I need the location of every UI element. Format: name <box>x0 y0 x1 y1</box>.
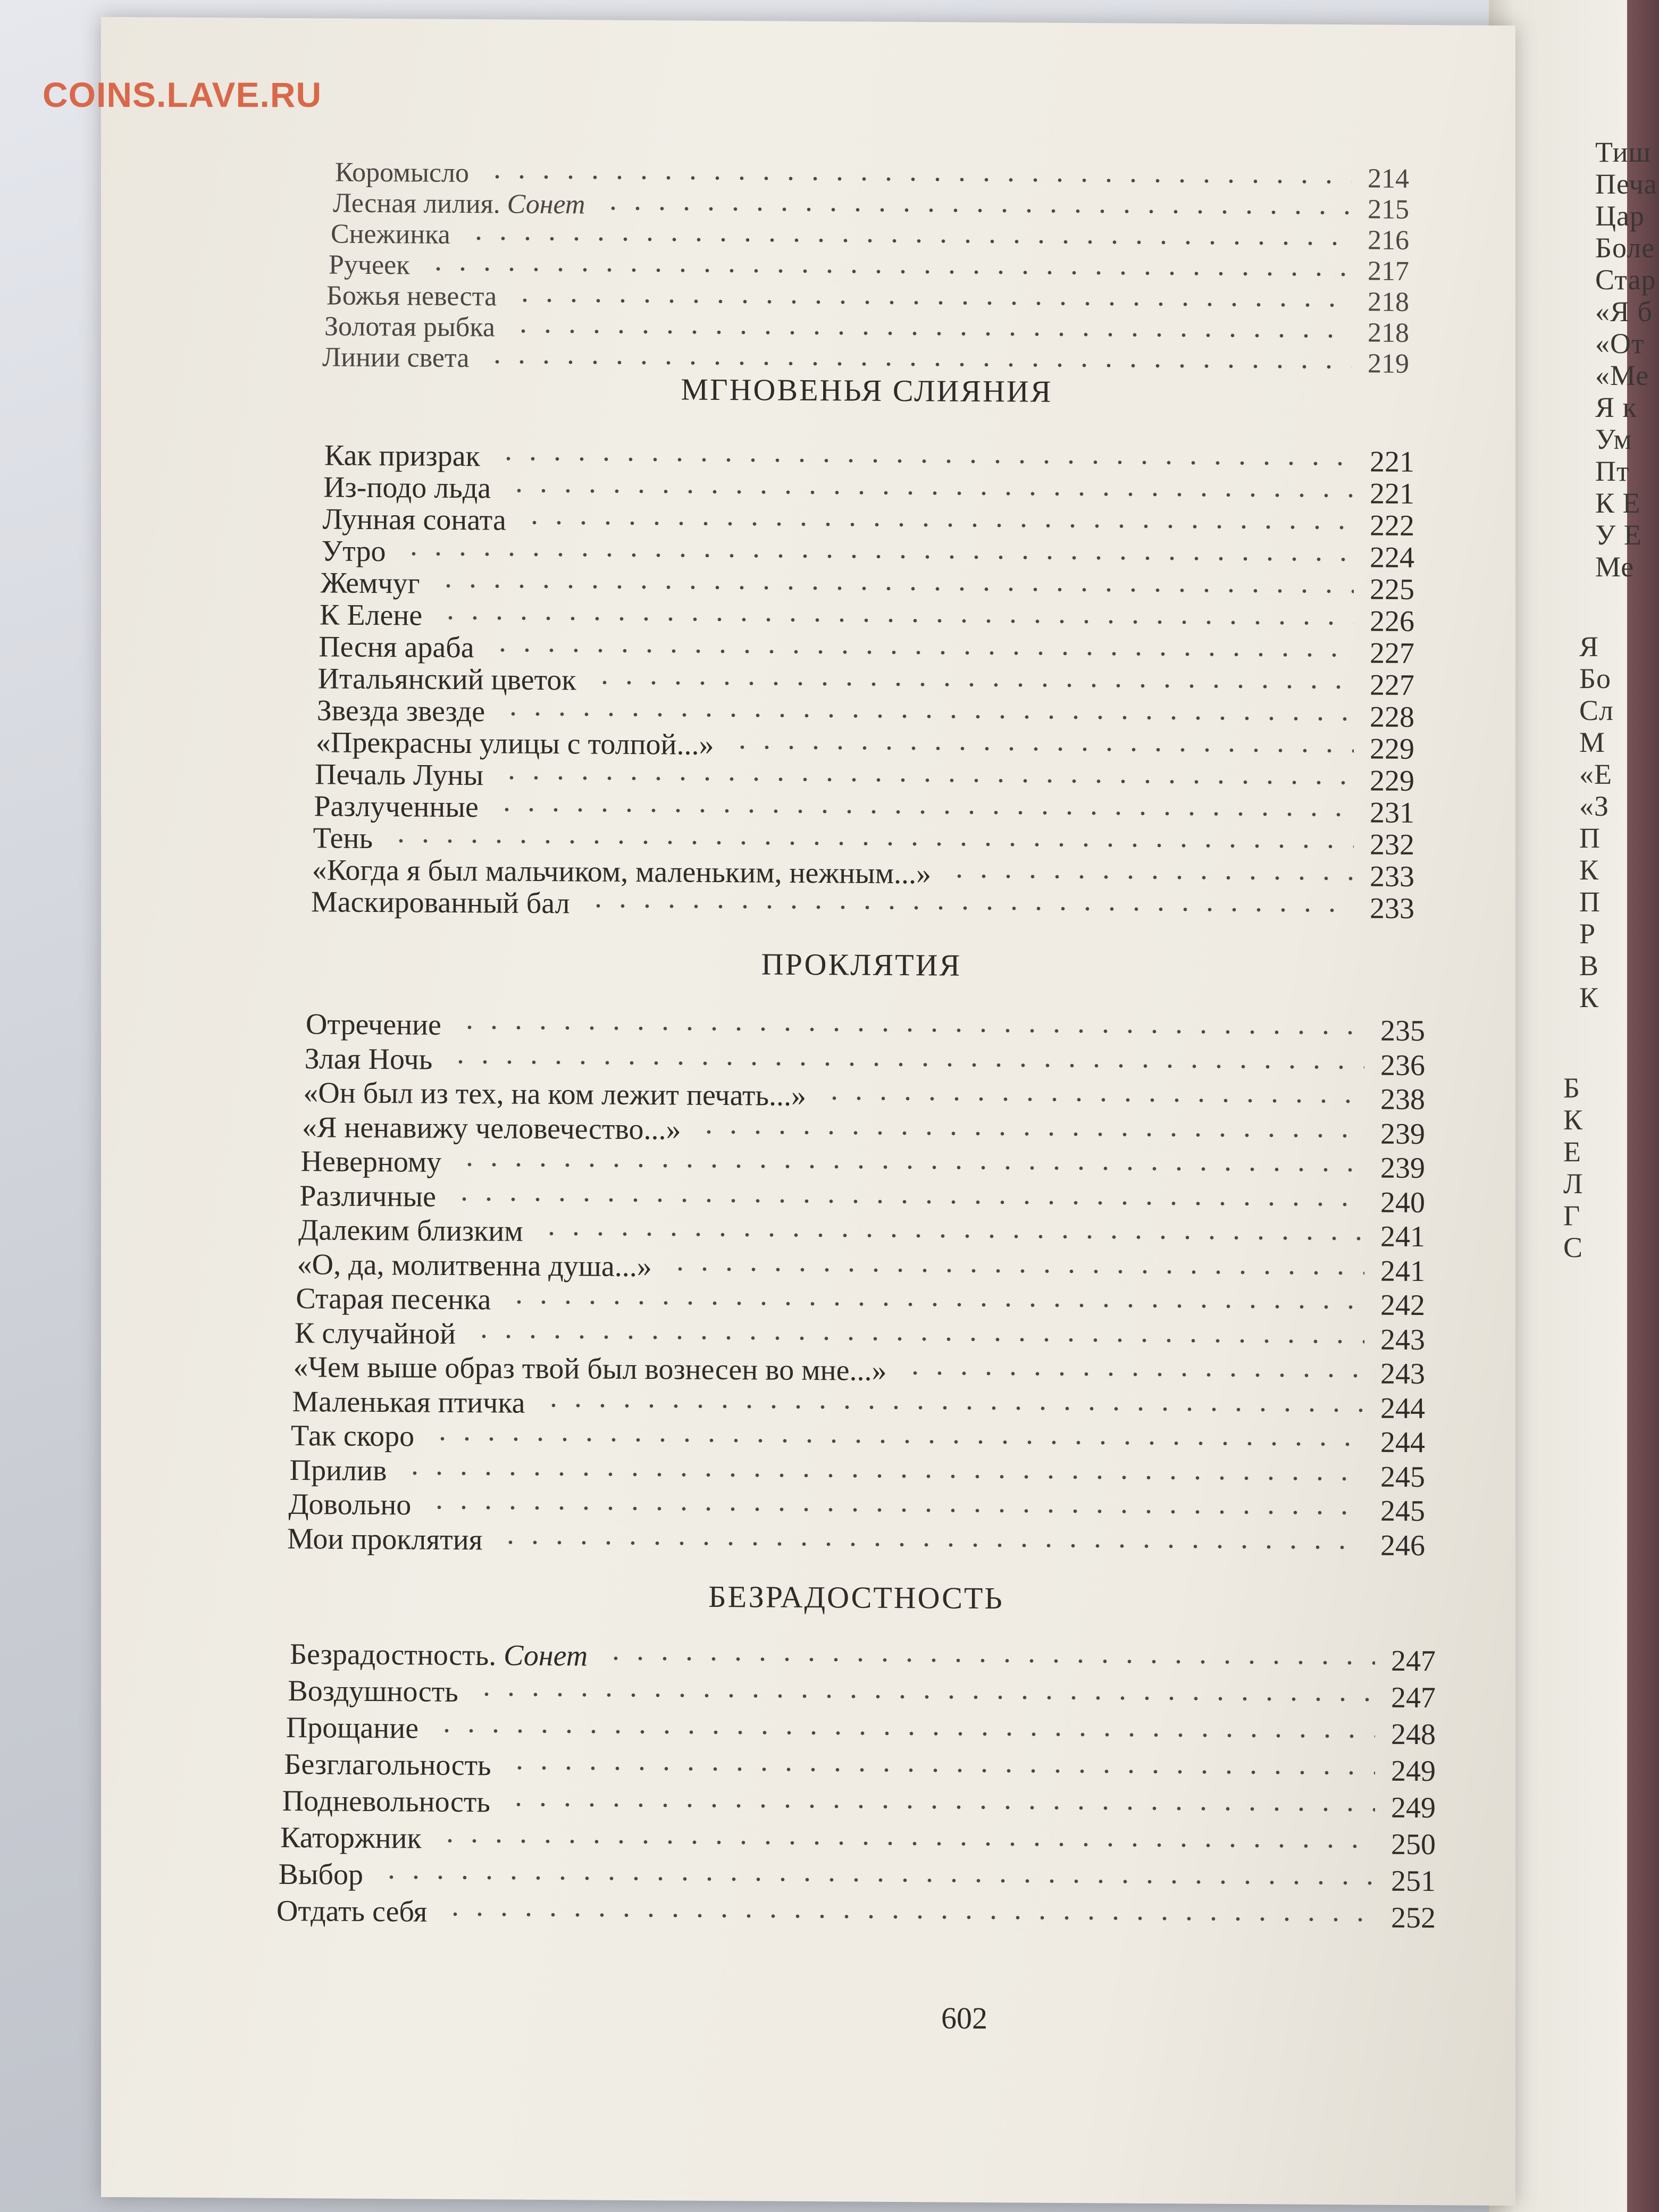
toc-title-text: Довольно <box>288 1488 412 1522</box>
right-page-line: К Е <box>1595 487 1641 519</box>
toc-title-text: Выбор <box>278 1857 364 1891</box>
toc-entry-page: 250 <box>1390 1828 1436 1862</box>
toc-entry-page: 215 <box>1368 194 1409 225</box>
dot-leader <box>452 1195 1364 1207</box>
dot-leader <box>604 1655 1375 1666</box>
right-page-line: Е <box>1563 1136 1581 1168</box>
dot-leader <box>822 1095 1364 1104</box>
right-page-line: П <box>1579 886 1601 918</box>
toc-entry-title <box>324 311 495 343</box>
toc-title-text: Отречение <box>306 1008 441 1042</box>
toc-entry-page: 216 <box>1368 225 1409 256</box>
toc-entry-page: 229 <box>1369 732 1414 766</box>
right-page-line: Ум <box>1595 423 1632 455</box>
toc-title-text: Божья невеста <box>326 280 497 312</box>
toc-entry-title <box>322 502 506 537</box>
toc-entry-page: 240 <box>1380 1186 1425 1219</box>
toc-title-text: Из-подо льда <box>323 471 491 505</box>
right-page-line: К <box>1579 982 1599 1013</box>
toc-title-text: Так скоро <box>291 1419 415 1453</box>
toc-entry-page: 248 <box>1390 1717 1436 1752</box>
right-page-line: Сл <box>1579 694 1614 726</box>
book-page <box>101 17 1515 2206</box>
dot-leader <box>541 1402 1364 1413</box>
toc-entry-page: 249 <box>1390 1754 1436 1788</box>
right-page-line: Цар <box>1595 200 1645 232</box>
dot-leader <box>379 1874 1375 1886</box>
toc-entry-title <box>288 1674 458 1709</box>
right-page-line: П <box>1579 822 1601 854</box>
toc-title-text: Каторжник <box>280 1821 422 1855</box>
toc-entry-title <box>301 1144 442 1179</box>
dot-leader <box>430 1436 1364 1448</box>
toc-title-text: Мои проклятия <box>287 1522 483 1556</box>
dot-leader <box>495 806 1354 818</box>
toc-entry <box>287 1522 1425 1564</box>
toc-entry-title <box>297 1247 652 1284</box>
toc-title-text: Маленькая птичка <box>292 1385 525 1420</box>
toc-title-text: Безглагольность <box>284 1747 491 1782</box>
dot-leader <box>443 1911 1375 1923</box>
toc-title-subtitle: Сонет <box>504 1639 588 1673</box>
right-page-line: К <box>1579 854 1599 886</box>
dot-leader <box>507 488 1354 499</box>
toc-title-text: Линии света <box>322 342 470 374</box>
toc-entry-title <box>294 1350 887 1388</box>
toc-entry-title <box>299 1179 436 1214</box>
toc-entry-page: 247 <box>1391 1644 1436 1678</box>
toc-entry-page: 245 <box>1380 1460 1425 1494</box>
toc-entry <box>288 1674 1436 1716</box>
toc-entry-page: 246 <box>1380 1529 1425 1562</box>
toc-entry-page: 221 <box>1370 445 1414 479</box>
dot-leader <box>485 358 1352 370</box>
toc-entry-title <box>287 1522 482 1557</box>
dot-leader <box>506 1802 1375 1813</box>
toc-title-text: Как призрак <box>324 439 480 473</box>
right-page-line: «От <box>1595 328 1645 359</box>
toc-entry-title <box>320 598 422 632</box>
toc-entry-title <box>311 885 570 920</box>
section-heading: МГНОВЕНЬЯ СЛИЯНИЯ <box>681 372 1053 409</box>
toc-entry-title <box>322 534 386 568</box>
right-page-line: «Е <box>1579 758 1612 790</box>
toc-entry-title <box>324 438 480 473</box>
dot-leader <box>472 1333 1364 1345</box>
toc-entry-title <box>331 219 450 250</box>
right-page-line: Печа <box>1595 168 1657 200</box>
toc-entry-page: 224 <box>1369 541 1414 574</box>
dot-leader <box>498 1539 1364 1551</box>
dot-leader <box>434 1728 1375 1740</box>
toc-title-text: Прощание <box>286 1711 419 1745</box>
toc-title-text: Злая Ночь <box>304 1042 433 1076</box>
toc-entry-title <box>329 249 410 281</box>
right-page-line: В <box>1579 950 1599 982</box>
dot-leader <box>436 583 1354 595</box>
dot-leader <box>457 1024 1364 1036</box>
toc-title-text: Звезда звезде <box>316 694 485 728</box>
dot-leader <box>490 647 1354 658</box>
toc-entry-page: 229 <box>1369 764 1414 798</box>
toc-entry-page: 233 <box>1369 860 1414 893</box>
toc-entry-title <box>284 1747 491 1782</box>
toc-entry-title <box>326 280 497 312</box>
right-page-line: Я к <box>1595 391 1637 423</box>
dot-leader <box>507 1765 1375 1777</box>
toc-entry-title <box>286 1711 418 1746</box>
toc-entry-page: 214 <box>1368 163 1409 194</box>
toc-title-text: Тень <box>313 822 373 855</box>
toc-title-text: Снежинка <box>331 219 450 250</box>
dot-leader <box>466 235 1352 247</box>
right-page-line: Г <box>1563 1200 1581 1231</box>
toc-entry-title <box>323 470 491 505</box>
page-number: 602 <box>941 2000 987 2036</box>
toc-entry-title <box>290 1453 387 1488</box>
toc-entry-page: 236 <box>1380 1049 1425 1082</box>
toc-entry-title <box>280 1821 422 1856</box>
toc-entry <box>276 1894 1436 1936</box>
toc-entry-page: 239 <box>1380 1117 1425 1151</box>
toc-title-text: Лунная соната <box>322 502 506 537</box>
toc-title-text: Неверному <box>300 1145 442 1179</box>
toc-entry-title <box>316 725 714 762</box>
toc-entry-page: 226 <box>1369 605 1414 638</box>
toc-entry-page: 225 <box>1369 573 1414 606</box>
toc-entry-page: 252 <box>1391 1901 1436 1935</box>
toc-entry-page: 249 <box>1390 1791 1436 1825</box>
toc-entry-title <box>321 566 420 600</box>
right-page-line: У Е <box>1595 519 1642 551</box>
right-page-line: Я <box>1579 631 1599 663</box>
dot-leader <box>403 1470 1364 1482</box>
dot-leader <box>507 1299 1364 1311</box>
right-page-line: Тиш <box>1595 136 1652 168</box>
toc-entry <box>284 1747 1436 1789</box>
dot-leader <box>511 328 1352 340</box>
toc-title-text: К Елене <box>320 598 423 632</box>
toc-title-text: «Чем выше образ твой был вознесен во мне...» <box>293 1351 887 1387</box>
dot-leader <box>601 205 1352 216</box>
toc-entry-page: 235 <box>1380 1014 1425 1048</box>
toc-entry-title <box>319 630 474 665</box>
toc-entry-page: 238 <box>1380 1083 1425 1117</box>
toc-entry-page: 231 <box>1369 796 1414 830</box>
right-page-line: К <box>1563 1104 1583 1136</box>
dot-leader <box>592 680 1354 691</box>
toc-entry <box>286 1711 1436 1753</box>
dot-leader <box>438 615 1354 627</box>
toc-entry-title <box>303 1076 806 1113</box>
right-page-line: Бо <box>1579 663 1612 694</box>
toc-title-text: Золотая рыбка <box>324 311 495 343</box>
right-page-line: Боле <box>1595 232 1655 264</box>
toc-entry-title <box>276 1894 427 1929</box>
dot-leader <box>401 550 1354 563</box>
right-page-line: «З <box>1579 790 1610 822</box>
toc-title-text: К случайной <box>295 1316 456 1351</box>
section-heading: ПРОКЛЯТИЯ <box>761 946 962 983</box>
toc-entry-title <box>302 1110 681 1146</box>
dot-leader <box>668 1266 1364 1276</box>
toc-entry-title <box>314 789 479 824</box>
dot-leader <box>499 774 1354 786</box>
dot-leader <box>586 902 1354 914</box>
toc-title-text: «Когда я был мальчиком, маленьким, нежным...» <box>312 853 932 891</box>
toc-entry-title <box>318 661 576 697</box>
dot-leader <box>496 455 1354 467</box>
toc-title-text: Отдать себя <box>276 1894 428 1929</box>
toc-title-text: Лесная лилия. <box>333 188 507 220</box>
toc-entry-title <box>279 1857 363 1892</box>
toc-title-text: Воздушность <box>288 1674 458 1708</box>
toc-title-text: Жемчуг <box>320 566 420 600</box>
dot-leader <box>947 873 1354 882</box>
toc-entry <box>280 1821 1436 1863</box>
toc-entry-title <box>298 1213 523 1249</box>
toc-title-text: Итальянский цветок <box>317 662 576 697</box>
toc-title-text: Разлученные <box>314 790 479 824</box>
toc-entry-page: 221 <box>1369 477 1414 510</box>
toc-entry-title <box>305 1042 433 1076</box>
toc-entry-page: 218 <box>1368 317 1409 348</box>
toc-entry <box>290 1637 1436 1679</box>
toc-title-text: Подневольность <box>282 1784 490 1819</box>
toc-title-text: Далеким близким <box>298 1213 523 1248</box>
toc-title-text: «Он был из тех, на ком лежит печать...» <box>303 1076 806 1112</box>
toc-title-text: «Прекрасны улицы с толпой...» <box>315 726 714 761</box>
toc-entry-title <box>295 1316 456 1351</box>
dot-leader <box>513 297 1352 309</box>
dot-leader <box>903 1370 1364 1379</box>
toc-title-subtitle: Сонет <box>507 189 585 220</box>
toc-entry-page: 227 <box>1370 668 1414 702</box>
toc-entry-page: 241 <box>1380 1220 1425 1254</box>
toc-entry-title <box>315 757 483 792</box>
toc-entry-title <box>306 1007 441 1042</box>
toc-entry <box>282 1784 1436 1826</box>
toc-title-text: Песня араба <box>319 630 474 665</box>
toc-title-text: Утро <box>321 534 386 568</box>
toc-title-text: Коромысло <box>335 157 469 189</box>
toc-entry-title <box>291 1419 414 1453</box>
dot-leader <box>697 1128 1364 1139</box>
toc-entry-page: 245 <box>1380 1494 1425 1528</box>
toc-entry-page: 239 <box>1380 1151 1425 1185</box>
dot-leader <box>485 173 1352 185</box>
dot-leader <box>539 1230 1364 1242</box>
right-page-line: Пт <box>1595 455 1630 487</box>
toc-entry-title <box>292 1385 525 1420</box>
dot-leader <box>730 744 1354 754</box>
dot-leader <box>457 1161 1364 1173</box>
toc-entry <box>311 885 1414 927</box>
dot-leader <box>501 710 1354 722</box>
toc-entry-title <box>317 693 485 728</box>
toc-title-text: Прилив <box>289 1453 387 1487</box>
right-page-line: Р <box>1579 918 1596 950</box>
toc-entry-page: 241 <box>1380 1254 1425 1288</box>
toc-entry-page: 244 <box>1380 1426 1425 1460</box>
toc-entry-page: 228 <box>1369 700 1414 734</box>
toc-entry-page: 227 <box>1369 636 1414 670</box>
toc-entry-title <box>335 157 469 189</box>
toc-entry-page: 243 <box>1380 1323 1425 1356</box>
toc-entry-title <box>296 1281 491 1317</box>
toc-entry-page: 244 <box>1380 1392 1425 1425</box>
right-page-line: Б <box>1563 1072 1581 1104</box>
dot-leader <box>438 1838 1375 1850</box>
toc-entry-page: 219 <box>1368 348 1409 379</box>
dot-leader <box>448 1058 1364 1070</box>
toc-title-text: Маскированный бал <box>311 885 570 920</box>
toc-entry-page: 222 <box>1369 509 1414 542</box>
toc-title-text: Ручеек <box>329 249 410 281</box>
toc-entry-page: 243 <box>1380 1357 1425 1391</box>
toc-entry-page: 251 <box>1390 1864 1436 1898</box>
dot-leader <box>474 1691 1375 1703</box>
section-heading: БЕЗРАДОСТНОСТЬ <box>708 1579 1004 1616</box>
toc-entry-page: 233 <box>1370 892 1414 925</box>
toc-entry <box>279 1857 1436 1899</box>
right-page-line: Стар <box>1595 264 1656 296</box>
toc-entry-page: 232 <box>1369 828 1414 861</box>
toc-entry-page: 218 <box>1368 287 1409 317</box>
toc-title-text: Безрадостность. <box>290 1638 504 1672</box>
toc-title-text: Печаль Луны <box>315 758 484 792</box>
right-page-line: «Ме <box>1595 359 1649 391</box>
right-page-line: С <box>1563 1231 1583 1263</box>
dot-leader <box>522 520 1354 531</box>
toc-entry-page: 247 <box>1390 1681 1436 1715</box>
dot-leader <box>426 266 1352 278</box>
right-page-line: Л <box>1563 1168 1583 1200</box>
dot-leader <box>389 837 1354 850</box>
toc-entry-title <box>322 341 469 374</box>
toc-entry-title <box>313 821 373 856</box>
toc-title-text: «Я ненавижу человечество...» <box>302 1110 681 1146</box>
toc-title-text: Старая песенка <box>296 1282 491 1317</box>
toc-entry-page: 242 <box>1380 1288 1425 1322</box>
right-page-line: М <box>1579 726 1606 758</box>
right-page-line: Ме <box>1595 551 1635 583</box>
watermark: COINS.LAVE.RU <box>43 75 322 114</box>
toc-title-text: «О, да, молитвенна душа...» <box>297 1247 652 1283</box>
toc-entry-title <box>288 1487 411 1522</box>
toc-entry-title <box>282 1784 490 1819</box>
toc-entry-page: 217 <box>1368 256 1409 287</box>
toc-entry-title <box>333 188 585 221</box>
right-page-line: «Я б <box>1595 296 1653 328</box>
dot-leader <box>427 1504 1364 1516</box>
toc-title-text: Различные <box>299 1179 436 1213</box>
toc-entry-title <box>290 1637 588 1673</box>
